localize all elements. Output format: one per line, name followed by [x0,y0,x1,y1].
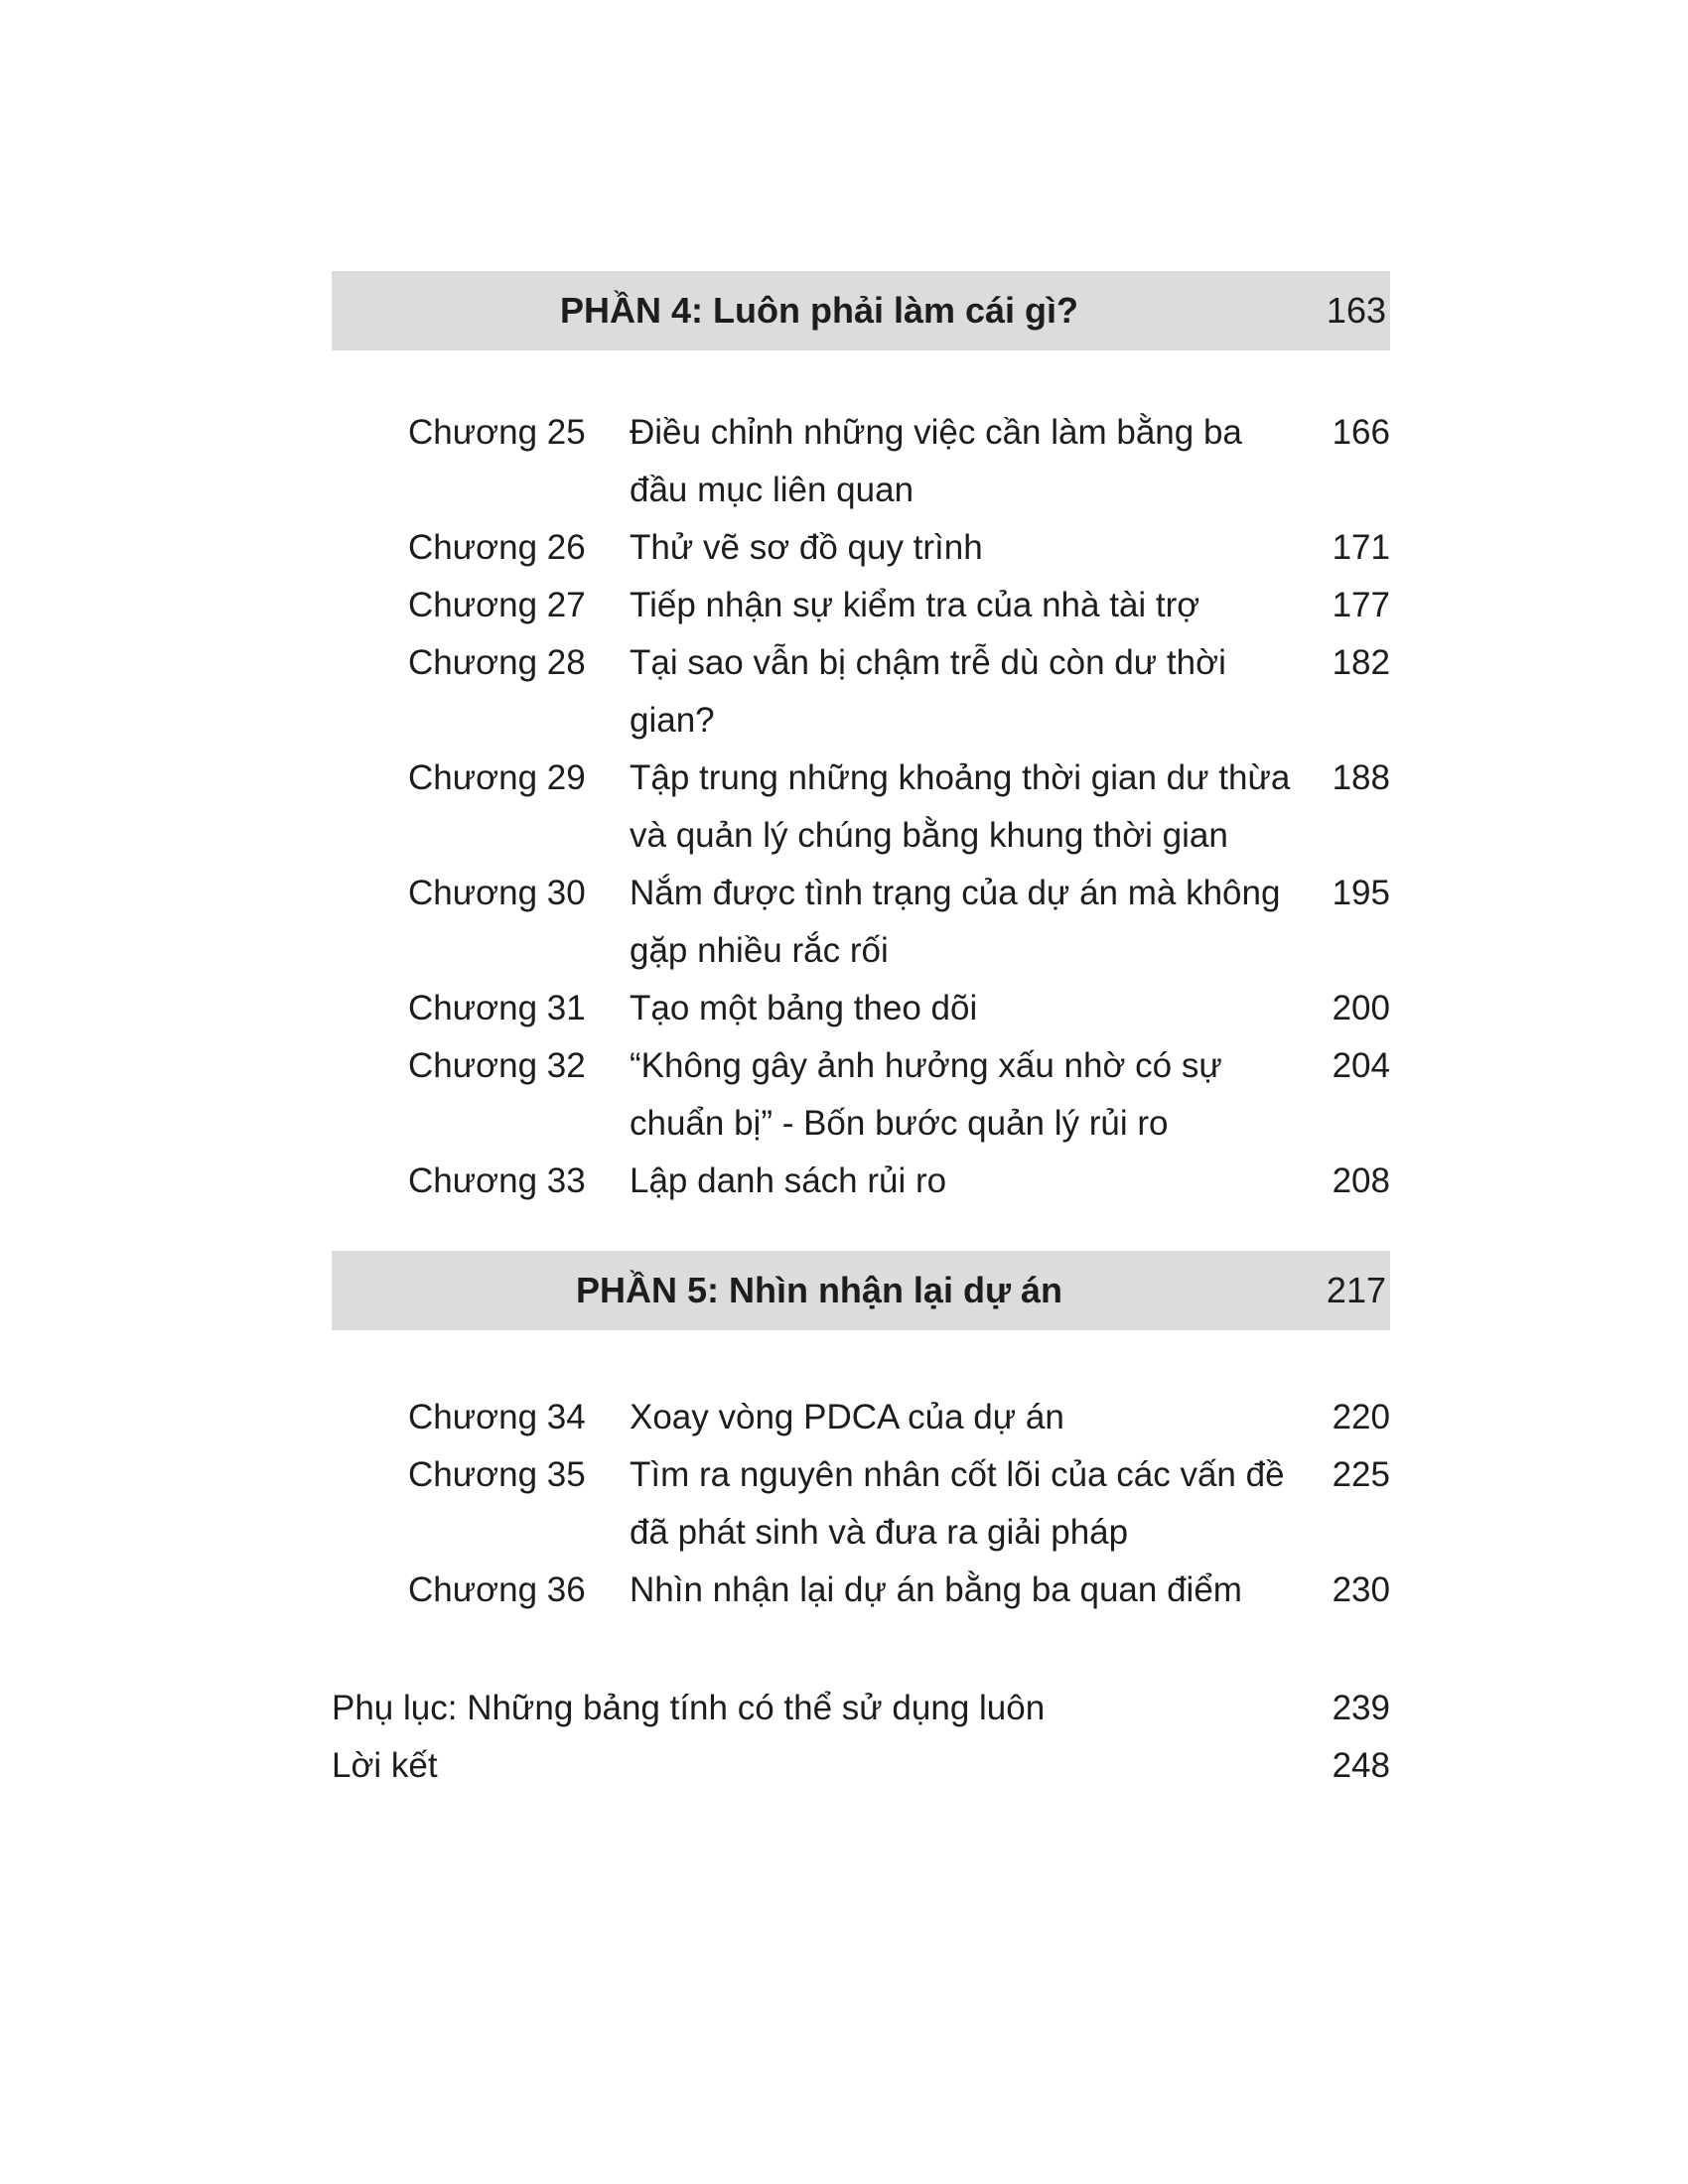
chapter-title: Tạo một bảng theo dõi [630,989,978,1027]
chapter-title: Tập trung những khoảng thời gian dư thừa và quản lý chúng bằng khung thời gian [630,758,1291,855]
toc-row-chapter-31 [408,980,1390,1037]
chapter-page-number: 200 [1332,989,1390,1027]
chapter-label: Chương 29 [408,758,586,797]
toc-row-chapter-30 [408,865,1390,980]
part-4-page-number: 163 [1326,290,1386,331]
chapter-page-number: 204 [1332,1046,1390,1085]
chapter-label: Chương 33 [408,1161,586,1200]
chapter-label: Chương 34 [408,1398,586,1436]
toc-row-chapter-36 [408,1562,1390,1619]
chapter-page-number: 195 [1332,874,1390,912]
chapter-page-number: 225 [1332,1455,1390,1494]
chapter-page-number: 182 [1332,643,1390,682]
chapter-title: Tìm ra nguyên nhân cốt lõi của các vấn đề đã phát sinh và đưa ra giải pháp [630,1455,1285,1552]
chapter-title: Nắm được tình trạng của dự án mà không gặp nhiều rắc rối [630,874,1281,970]
chapter-page-number: 171 [1332,528,1390,567]
chapter-label: Chương 31 [408,989,586,1027]
chapter-title: Điều chỉnh những việc cần làm bằng ba đầu mục liên quan [630,413,1242,509]
chapter-page-number: 208 [1332,1161,1390,1200]
chapter-page-number: 166 [1332,413,1390,452]
toc-row-closing [332,1737,1390,1795]
chapter-label: Chương 35 [408,1455,586,1494]
table-of-contents [332,271,1390,1795]
appendix-list [332,1680,1390,1795]
chapter-label: Chương 28 [408,643,586,682]
chapter-label: Chương 32 [408,1046,586,1085]
chapter-page-number: 188 [1332,758,1390,797]
appendix-page-number: 239 [1332,1689,1390,1727]
chapter-title: Nhìn nhận lại dự án bằng ba quan điểm [630,1570,1242,1609]
part-4-title: PHẦN 4: Luôn phải làm cái gì? [559,290,1079,331]
closing-page-number: 248 [1332,1746,1390,1785]
chapter-title: Xoay vòng PDCA của dự án [630,1398,1064,1436]
toc-row-chapter-26 [408,519,1390,577]
chapter-page-number: 220 [1332,1398,1390,1436]
chapter-label: Chương 27 [408,586,586,624]
chapter-title: Lập danh sách rủi ro [630,1161,947,1200]
toc-row-chapter-29 [408,750,1390,865]
toc-row-chapter-27 [408,577,1390,634]
part-4-chapter-list [408,404,1390,1210]
chapter-page-number: 230 [1332,1570,1390,1609]
toc-row-chapter-34 [408,1389,1390,1446]
appendix-title: Phụ lục: Những bảng tính có thể sử dụng luôn [332,1689,1046,1727]
closing-title: Lời kết [332,1746,438,1785]
chapter-title: “Không gây ảnh hưởng xấu nhờ có sự chuẩn bị” - Bốn bước quản lý rủi ro [630,1046,1222,1143]
chapter-label: Chương 36 [408,1570,586,1609]
part-5-title: PHẦN 5: Nhìn nhận lại dự án [575,1270,1063,1310]
chapter-title: Tại sao vẫn bị chậm trễ dù còn dư thời gian? [630,643,1226,740]
part-4-header-band [332,271,1390,350]
chapter-label: Chương 30 [408,874,586,912]
chapter-page-number: 177 [1332,586,1390,624]
chapter-label: Chương 26 [408,528,586,567]
part-5-header-band [332,1251,1390,1330]
toc-row-chapter-33 [408,1153,1390,1210]
toc-row-chapter-28 [408,634,1390,750]
chapter-title: Tiếp nhận sự kiểm tra của nhà tài trợ [630,586,1200,624]
part-5-page-number: 217 [1326,1270,1386,1310]
toc-row-chapter-25 [408,404,1390,519]
chapter-label: Chương 25 [408,413,586,452]
chapter-title: Thử vẽ sơ đồ quy trình [630,528,983,567]
toc-row-chapter-32 [408,1037,1390,1153]
toc-row-chapter-35 [408,1446,1390,1562]
toc-row-appendix [332,1680,1390,1737]
part-5-chapter-list [408,1389,1390,1619]
